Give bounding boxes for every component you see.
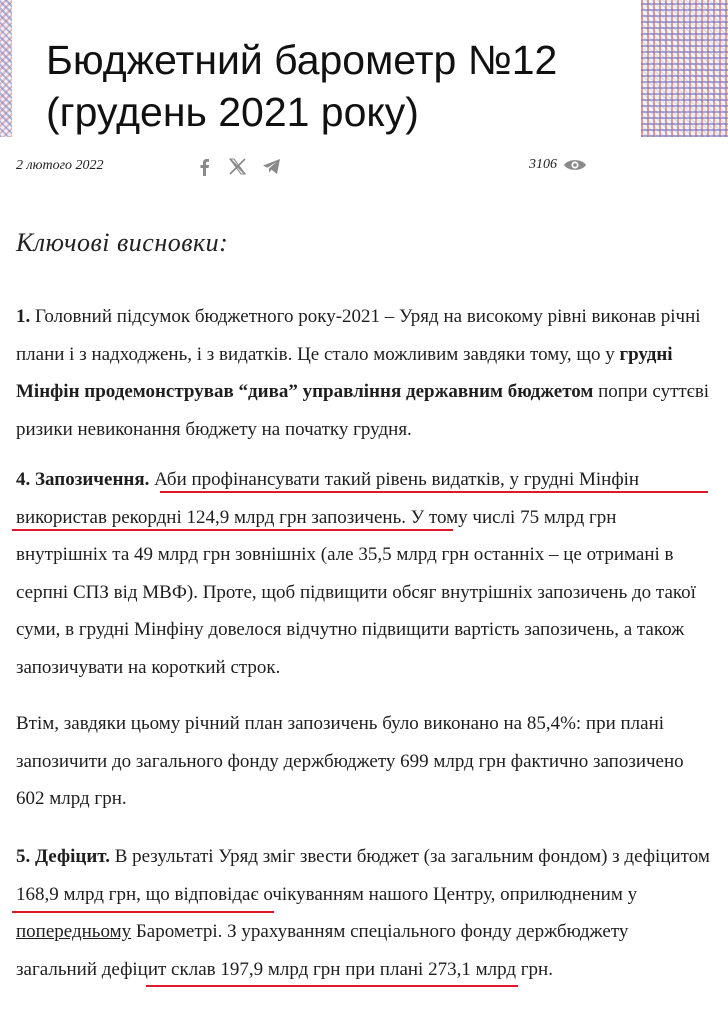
x-icon <box>229 158 246 175</box>
eye-icon <box>563 158 587 172</box>
finding-1-number: 1. <box>16 306 31 327</box>
finding-4-heading: 4. Запозичення. <box>16 469 150 490</box>
share-x-button[interactable] <box>229 158 246 175</box>
finding-4-followup-paragraph: Втім, завдяки цьому річний план запозичень було виконано на 85,4%: при плані запозичити до загального фонду держбюджету 699 млрд грн фактично запозичено 602 млрд грн. <box>16 713 684 809</box>
finding-5-text: В результаті Уряд зміг звести бюджет (за загальним фондом) з дефіцитом 168,9 млрд грн, що відповідає очікуванням нашого Центру, оприлюдненим у <box>16 846 710 905</box>
header-texture-right <box>641 0 728 137</box>
finding-5-paragraph <box>16 838 712 988</box>
share-facebook-button[interactable] <box>198 158 210 176</box>
header-texture-left <box>0 0 12 137</box>
page-title: Бюджетний барометр №12 (грудень 2021 року) <box>46 37 558 135</box>
finding-1-text-end: попри суттєві ризики невиконання бюджету на початку грудня. <box>16 381 710 440</box>
finding-4-text: Аби профінансувати такий рівень видатків, у грудні Мінфін використав рекордні 124,9 млрд грн запозичень. У тому числі 75 млрд грн внутрішніх та 49 млрд грн зовнішніх (але 35,5 млрд грн останніх – це отримані в серпні СПЗ від МВФ). Проте, щоб підвищити обсяг внутрішніх запозичень до такої суми, в грудні Мінфіну довелося відчутно підвищити вартість запозичень, а також запозичувати на короткий строк. <box>16 469 696 678</box>
finding-1-text: Головний підсумок бюджетного року-2021 – Уряд на високому рівні виконав річні плани і з надходжень, і з видатків. Це стало можливим завдяки тому, що у <box>16 306 701 365</box>
finding-1-paragraph <box>16 298 712 448</box>
finding-5-text-end: Барометрі. З урахуванням спеціального фонду держбюджету загальний дефіцит склав 197,9 млрд грн при плані 273,1 млрд грн. <box>16 921 629 980</box>
highlight-underline <box>146 985 518 987</box>
finding-5-heading: 5. Дефіцит. <box>16 846 110 867</box>
highlight-underline <box>12 911 274 913</box>
share-telegram-button[interactable] <box>262 158 281 175</box>
views-counter <box>529 157 587 173</box>
highlight-underline <box>12 529 453 531</box>
highlight-underline <box>160 491 708 493</box>
finding-1-bold: грудні Мінфін продемонстрував “дива” управління державним бюджетом <box>16 343 673 402</box>
finding-4-paragraph <box>16 461 712 686</box>
publish-date: 2 лютого 2022 <box>16 158 104 173</box>
key-findings-heading: Ключові висновки: <box>16 228 229 257</box>
facebook-icon <box>198 158 210 176</box>
previous-barometer-link[interactable]: попередньому <box>16 921 132 942</box>
views-count: 3106 <box>529 157 557 172</box>
telegram-icon <box>262 158 281 175</box>
